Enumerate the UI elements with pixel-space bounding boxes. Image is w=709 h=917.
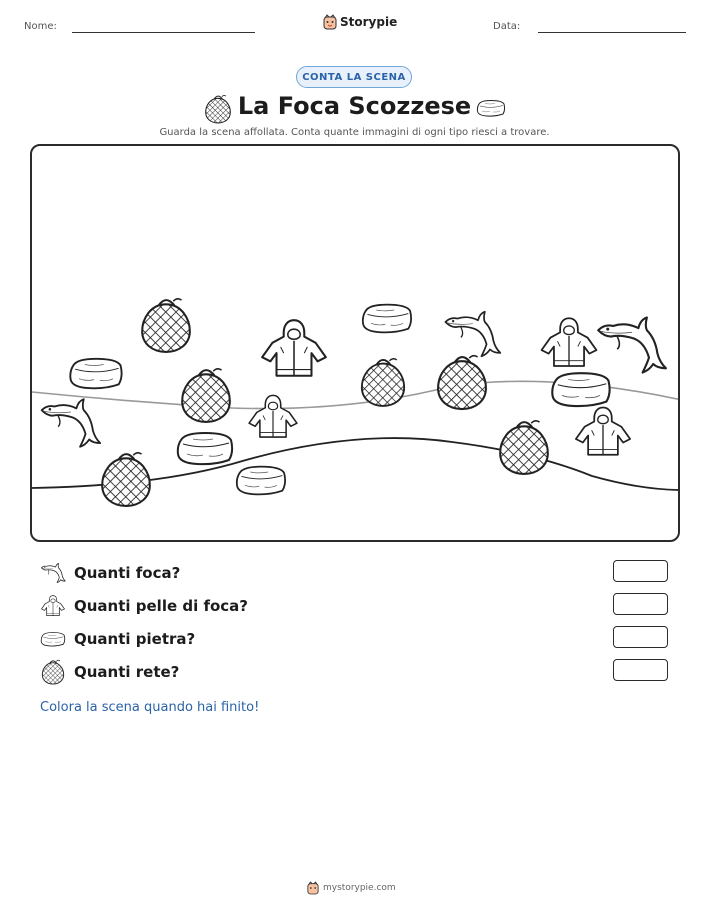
net-item xyxy=(438,356,486,409)
color-instruction: Colora la scena quando hai finito! xyxy=(40,700,260,715)
answer-box[interactable] xyxy=(613,593,668,615)
activity-badge: CONTA LA SCENA xyxy=(296,66,412,88)
stone-item xyxy=(237,467,285,495)
stone-item xyxy=(178,433,232,464)
name-field[interactable] xyxy=(72,32,255,33)
question-row xyxy=(40,560,180,586)
net-item xyxy=(102,453,150,506)
net-item xyxy=(500,421,548,474)
stone-item xyxy=(363,305,411,333)
net-item xyxy=(142,299,190,352)
coat-item xyxy=(262,320,326,376)
brand-logo xyxy=(323,14,397,30)
question-row xyxy=(40,593,248,619)
page-subtitle: Guarda la scena affollata. Conta quante immagini di ogni tipo riesci a trovare. xyxy=(159,127,550,138)
answer-box[interactable] xyxy=(613,626,668,648)
question-row xyxy=(40,626,195,652)
coat-item xyxy=(249,395,297,437)
answer-box[interactable] xyxy=(613,659,668,681)
raincoat-icon xyxy=(40,594,66,618)
question-text: Quanti foca? xyxy=(74,564,181,582)
stone-icon xyxy=(476,98,506,118)
question-row xyxy=(40,659,179,685)
storypie-mascot-icon xyxy=(307,881,319,895)
dolphin-icon xyxy=(40,562,66,584)
dolphin-item xyxy=(598,318,666,373)
stone-icon xyxy=(40,630,66,648)
question-text: Quanti pietra? xyxy=(74,630,196,648)
date-label: Data: xyxy=(493,21,521,32)
net-icon xyxy=(40,659,66,685)
answer-box[interactable] xyxy=(613,560,668,582)
counting-scene xyxy=(30,144,680,542)
footer xyxy=(307,881,396,895)
page-title: La Foca Scozzese xyxy=(237,92,472,120)
name-label: Nome: xyxy=(24,21,57,32)
question-text: Quanti rete? xyxy=(74,663,180,681)
question-text: Quanti pelle di foca? xyxy=(74,597,249,615)
coat-item xyxy=(542,318,597,366)
stone-item xyxy=(70,359,121,388)
storypie-mascot-icon xyxy=(323,14,337,30)
stone-item xyxy=(552,373,609,406)
net-item xyxy=(182,369,230,422)
net-item xyxy=(362,359,404,406)
dolphin-item xyxy=(445,312,500,357)
coat-item xyxy=(576,408,630,455)
footer-url[interactable]: mystorypie.com xyxy=(323,883,396,893)
dolphin-item xyxy=(42,399,101,447)
date-field[interactable] xyxy=(538,32,686,33)
brand-name: Storypie xyxy=(340,15,398,29)
